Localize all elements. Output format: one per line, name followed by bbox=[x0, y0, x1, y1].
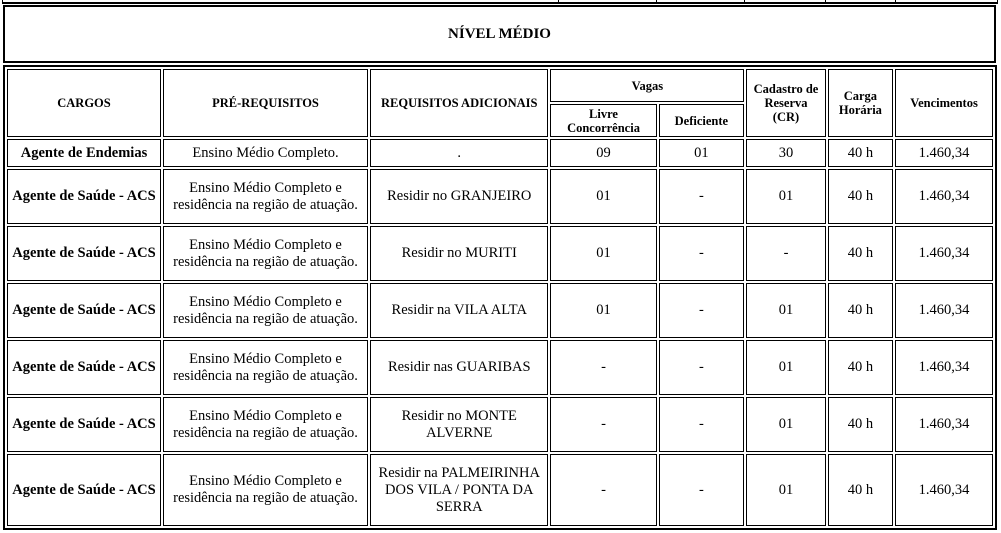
cell-livre-concorrencia: - bbox=[550, 340, 656, 395]
cell-deficiente: - bbox=[659, 226, 745, 281]
cell-pre-requisitos: Ensino Médio Completo e residência na região de atuação. bbox=[163, 226, 368, 281]
cell-cargo: Agente de Saúde - ACS bbox=[7, 340, 161, 395]
header-cadastro-reserva: Cadastro de Reserva (CR) bbox=[746, 69, 826, 137]
cell-carga-horaria: 40 h bbox=[828, 226, 893, 281]
cell-requisitos-adicionais: Residir no GRANJEIRO bbox=[370, 169, 548, 224]
cell-requisitos-adicionais: Residir no MURITI bbox=[370, 226, 548, 281]
cell-cadastro-reserva: 01 bbox=[746, 340, 826, 395]
cell-deficiente: - bbox=[659, 340, 745, 395]
table-row bbox=[7, 340, 993, 395]
cell-deficiente: 01 bbox=[659, 139, 745, 167]
header-livre-concorrencia: Livre Concorrência bbox=[550, 104, 656, 137]
cell-vencimentos: 1.460,34 bbox=[895, 340, 993, 395]
table-row bbox=[7, 139, 993, 167]
section-title-box bbox=[3, 5, 996, 63]
cell-pre-requisitos: Ensino Médio Completo e residência na região de atuação. bbox=[163, 283, 368, 338]
cell-deficiente: - bbox=[659, 454, 745, 526]
cell-livre-concorrencia: 01 bbox=[550, 283, 656, 338]
cell-cargo: Agente de Saúde - ACS bbox=[7, 454, 161, 526]
cell-livre-concorrencia: - bbox=[550, 454, 656, 526]
table-row bbox=[7, 226, 993, 281]
cell-cargo: Agente de Saúde - ACS bbox=[7, 169, 161, 224]
cell-cargo: Agente de Saúde - ACS bbox=[7, 397, 161, 452]
cell-pre-requisitos: Ensino Médio Completo e residência na região de atuação. bbox=[163, 454, 368, 526]
cell-cadastro-reserva: 01 bbox=[746, 169, 826, 224]
previous-table-edge bbox=[2, 0, 998, 4]
table-row bbox=[7, 397, 993, 452]
cell-cargo: Agente de Endemias bbox=[7, 139, 161, 167]
header-vencimentos: Vencimentos bbox=[895, 69, 993, 137]
cell-vencimentos: 1.460,34 bbox=[895, 139, 993, 167]
cell-pre-requisitos: Ensino Médio Completo e residência na região de atuação. bbox=[163, 397, 368, 452]
header-carga-horaria: Carga Horária bbox=[828, 69, 893, 137]
cell-deficiente: - bbox=[659, 169, 745, 224]
cell-requisitos-adicionais: Residir no MONTE ALVERNE bbox=[370, 397, 548, 452]
cell-carga-horaria: 40 h bbox=[828, 454, 893, 526]
cell-carga-horaria: 40 h bbox=[828, 340, 893, 395]
cell-requisitos-adicionais: . bbox=[370, 139, 548, 167]
cell-cadastro-reserva: 01 bbox=[746, 283, 826, 338]
table-row bbox=[7, 283, 993, 338]
cell-requisitos-adicionais: Residir na PALMEIRINHA DOS VILA / PONTA DA SERRA bbox=[370, 454, 548, 526]
positions-table bbox=[3, 65, 997, 530]
cell-livre-concorrencia: 01 bbox=[550, 169, 656, 224]
header-pre-requisitos: PRÉ-REQUISITOS bbox=[163, 69, 368, 137]
cell-deficiente: - bbox=[659, 397, 745, 452]
cell-livre-concorrencia: 09 bbox=[550, 139, 656, 167]
cell-cadastro-reserva: - bbox=[746, 226, 826, 281]
cell-pre-requisitos: Ensino Médio Completo e residência na região de atuação. bbox=[163, 340, 368, 395]
header-requisitos-adicionais: REQUISITOS ADICIONAIS bbox=[370, 69, 548, 137]
table-row bbox=[7, 454, 993, 526]
cell-cadastro-reserva: 01 bbox=[746, 397, 826, 452]
cell-deficiente: - bbox=[659, 283, 745, 338]
cell-livre-concorrencia: - bbox=[550, 397, 656, 452]
cell-carga-horaria: 40 h bbox=[828, 283, 893, 338]
cell-cadastro-reserva: 01 bbox=[746, 454, 826, 526]
section-title: NÍVEL MÉDIO bbox=[448, 25, 551, 42]
cell-cargo: Agente de Saúde - ACS bbox=[7, 226, 161, 281]
header-cargos: CARGOS bbox=[7, 69, 161, 137]
cell-cargo: Agente de Saúde - ACS bbox=[7, 283, 161, 338]
cell-carga-horaria: 40 h bbox=[828, 169, 893, 224]
header-row-1 bbox=[7, 69, 993, 102]
cell-pre-requisitos: Ensino Médio Completo e residência na região de atuação. bbox=[163, 169, 368, 224]
cell-carga-horaria: 40 h bbox=[828, 397, 893, 452]
header-deficiente: Deficiente bbox=[659, 104, 745, 137]
cell-carga-horaria: 40 h bbox=[828, 139, 893, 167]
cell-vencimentos: 1.460,34 bbox=[895, 226, 993, 281]
cell-vencimentos: 1.460,34 bbox=[895, 397, 993, 452]
cell-requisitos-adicionais: Residir na VILA ALTA bbox=[370, 283, 548, 338]
header-vagas: Vagas bbox=[550, 69, 744, 102]
table-row bbox=[7, 169, 993, 224]
cell-requisitos-adicionais: Residir nas GUARIBAS bbox=[370, 340, 548, 395]
cell-vencimentos: 1.460,34 bbox=[895, 169, 993, 224]
cell-livre-concorrencia: 01 bbox=[550, 226, 656, 281]
cell-vencimentos: 1.460,34 bbox=[895, 283, 993, 338]
cell-cadastro-reserva: 30 bbox=[746, 139, 826, 167]
cell-pre-requisitos: Ensino Médio Completo. bbox=[163, 139, 368, 167]
cell-vencimentos: 1.460,34 bbox=[895, 454, 993, 526]
